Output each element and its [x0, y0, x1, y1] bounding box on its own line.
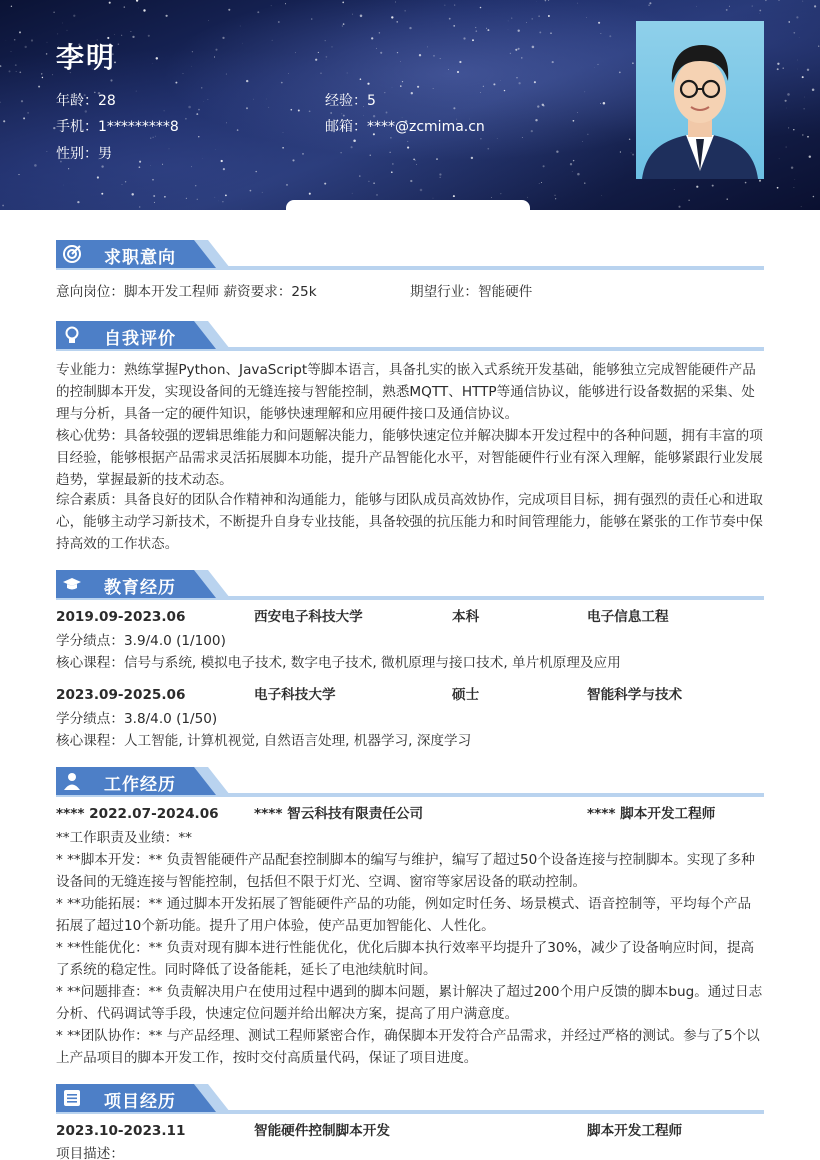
work-period: **** 2022.07-2024.06: [56, 806, 219, 822]
section-work: [56, 767, 764, 799]
section-self-eval: [56, 321, 764, 353]
edu-major: 智能科学与技术: [587, 687, 683, 703]
edu-major: 电子信息工程: [587, 609, 669, 625]
work-item: * **问题排查：** 负责解决用户在使用过程中遇到的脚本问题，累计解决了超过200个用户反馈的脚本bug。通过日志分析、代码调试等手段，快速定位问题并给出解决方案，提高了用户满意度。: [56, 984, 763, 1022]
project-period: 2023.10-2023.11: [56, 1123, 186, 1139]
graduation-cap-icon: [62, 574, 82, 594]
project-name: 智能硬件控制脚本开发: [254, 1123, 390, 1139]
section-project: [56, 1084, 764, 1116]
experience-field: 经验：5: [325, 93, 376, 109]
work-role: **** 脚本开发工程师: [587, 806, 716, 822]
work-item: * **性能优化：** 负责对现有脚本进行性能优化，优化后脚本执行效率平均提升了30%，减少了设备响应时间，提高了系统的稳定性。同时降低了设备能耗，延长了电池续航时间。: [56, 940, 755, 978]
section-title: 自我评价: [104, 329, 176, 349]
work-duty-title: **工作职责及业绩：**: [56, 830, 192, 846]
edu-period: 2023.09-2025.06: [56, 687, 186, 703]
edu-degree: 硕士: [452, 687, 480, 703]
email-field: 邮箱：****@zcmima.cn: [325, 119, 485, 135]
section-title: 工作经历: [104, 775, 176, 795]
section-title: 求职意向: [104, 248, 176, 268]
banner-tab: [286, 200, 530, 214]
target-icon: [62, 244, 82, 264]
person-icon: [62, 771, 82, 791]
lightbulb-icon: [62, 325, 82, 345]
edu-gpa: 学分绩点：3.8/4.0 (1/50): [56, 711, 218, 727]
project-desc-label: 项目描述：: [56, 1146, 124, 1160]
edu-period: 2019.09-2023.06: [56, 609, 186, 625]
intent-industry: 期望行业：智能硬件: [410, 284, 533, 300]
gender-field: 性别：男: [56, 146, 112, 162]
list-icon: [62, 1088, 82, 1108]
self-eval-paragraph: 综合素质：具备良好的团队合作精神和沟通能力，能够与团队成员高效协作，完成项目目标，拥有强烈的责任心和进取心，能够主动学习新技术，不断提升自身专业技能，具备较强的抗压能力和时间管理能力，能够在紧张的工作节奏中保持高效的工作状态。: [56, 492, 763, 552]
edu-school: 西安电子科技大学: [254, 609, 363, 625]
self-eval-paragraph: 核心优势：具备较强的逻辑思维能力和问题解决能力，能够快速定位并解决脚本开发过程中的各种问题，拥有丰富的项目经验，能够根据产品需求灵活拓展脚本功能，提升产品智能化水平，对智能硬件行业有深入理解，能够紧跟行业发展趋势，掌握最新的技术动态。: [56, 428, 763, 488]
edu-gpa: 学分绩点：3.9/4.0 (1/100): [56, 633, 226, 649]
profile-photo: [636, 21, 764, 179]
section-education: [56, 570, 764, 602]
header-banner: [0, 0, 820, 210]
intent-position-salary: 意向岗位：脚本开发工程师 薪资要求：25k: [56, 284, 317, 300]
work-item: * **功能拓展：** 通过脚本开发拓展了智能硬件产品的功能，例如定时任务、场景模式、语音控制等，平均每个产品拓展了超过10个新功能。提升了用户体验，使产品更加智能化、人性化。: [56, 896, 752, 934]
age-field: 年龄：28: [56, 93, 116, 109]
section-intent: [56, 240, 764, 272]
edu-degree: 本科: [452, 609, 480, 625]
self-eval-paragraph: 专业能力：熟练掌握Python、JavaScript等脚本语言，具备扎实的嵌入式系统开发基础，能够独立完成智能硬件产品的控制脚本开发，实现设备间的无缝连接与智能控制，熟悉MQTT、HTTP等通信协议，能够进行设备数据的采集、处理与分析，具备一定的硬件知识，能够快速理解和应用硬件接口及通信协议。: [56, 362, 756, 422]
candidate-name: 李明: [56, 41, 117, 74]
work-item: * **脚本开发：** 负责智能硬件产品配套控制脚本的编写与维护，编写了超过50个设备连接与控制脚本。实现了多种设备间的无缝连接与智能控制，包括但不限于灯光、空调、窗帘等家居设备的联动控制。: [56, 852, 755, 890]
work-company: **** 智云科技有限责任公司: [254, 806, 424, 822]
edu-courses: 核心课程：信号与系统, 模拟电子技术, 数字电子技术, 微机原理与接口技术, 单片机原理及应用: [56, 655, 621, 671]
project-role: 脚本开发工程师: [587, 1123, 683, 1139]
section-title: 项目经历: [104, 1092, 176, 1112]
section-title: 教育经历: [104, 578, 176, 598]
work-item: * **团队协作：** 与产品经理、测试工程师紧密合作，确保脚本开发符合产品需求，并经过严格的测试。参与了5个以上产品项目的脚本开发工作，按时交付高质量代码，保证了项目进度。: [56, 1028, 760, 1066]
phone-field: 手机：1*********8: [56, 119, 179, 135]
edu-school: 电子科技大学: [254, 687, 336, 703]
edu-courses: 核心课程：人工智能, 计算机视觉, 自然语言处理, 机器学习, 深度学习: [56, 733, 472, 749]
